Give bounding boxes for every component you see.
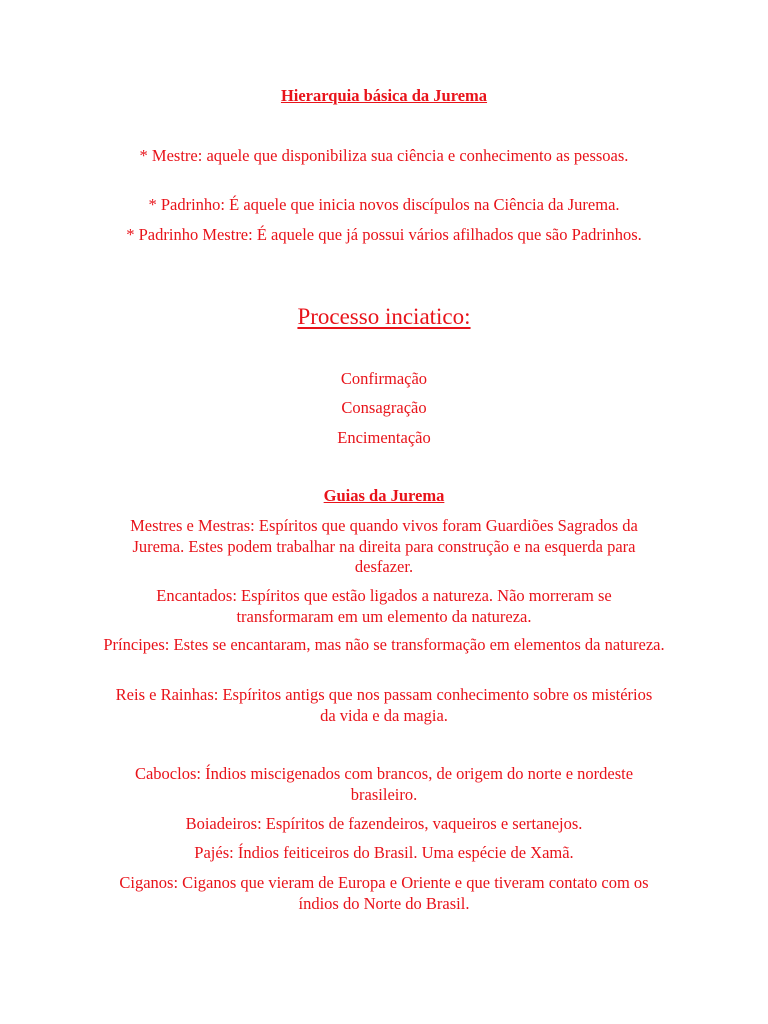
guide-item-mestres: Mestres e Mestras: Espíritos que quando vivos foram Guardiões Sagrados da Jurema. Estes podem trabalhar na direita para construção e na esquerda para desfazer. <box>130 516 638 576</box>
process-step-consagracao: Consagração <box>341 398 427 417</box>
guide-item-reis-rainhas: Reis e Rainhas: Espíritos antigs que nos passam conhecimento sobre os mistérios da vida e da magia. <box>115 685 653 725</box>
guide-item-boiadeiros: Boiadeiros: Espíritos de fazendeiros, vaqueiros e sertanejos. <box>185 814 583 833</box>
hierarchy-item-padrinho-mestre: * Padrinho Mestre: É aquele que já possui vários afilhados que são Padrinhos. <box>126 225 642 244</box>
process-step-encimentacao: Encimentação <box>337 428 431 447</box>
guide-item-caboclos: Caboclos: Índios miscigenados com brancos, de origem do norte e nordeste brasileiro. <box>134 764 634 804</box>
guide-item-ciganos: Ciganos: Ciganos que vieram de Europa e Oriente e que tiveram contato com os índios do Norte do Brasil. <box>119 873 649 913</box>
guide-item-pajes: Pajés: Índios feiticeiros do Brasil. Uma espécie de Xamã. <box>194 843 574 862</box>
hierarchy-item-mestre: * Mestre: aquele que disponibiliza sua ciência e conhecimento as pessoas. <box>139 146 629 165</box>
guide-item-principes: Príncipes: Estes se encantaram, mas não se transformação em elementos da natureza. <box>103 635 665 654</box>
document-title: Hierarquia básica da Jurema <box>280 86 488 105</box>
guides-heading: Guias da Jurema <box>323 486 445 505</box>
guide-item-encantados: Encantados: Espíritos que estão ligados a natureza. Não morreram se transformaram em um elemento da natureza. <box>156 586 612 626</box>
hierarchy-item-padrinho: * Padrinho: É aquele que inicia novos discípulos na Ciência da Jurema. <box>148 195 620 214</box>
process-step-confirmacao: Confirmação <box>340 369 428 388</box>
process-heading: Processo inciatico: <box>297 304 471 329</box>
